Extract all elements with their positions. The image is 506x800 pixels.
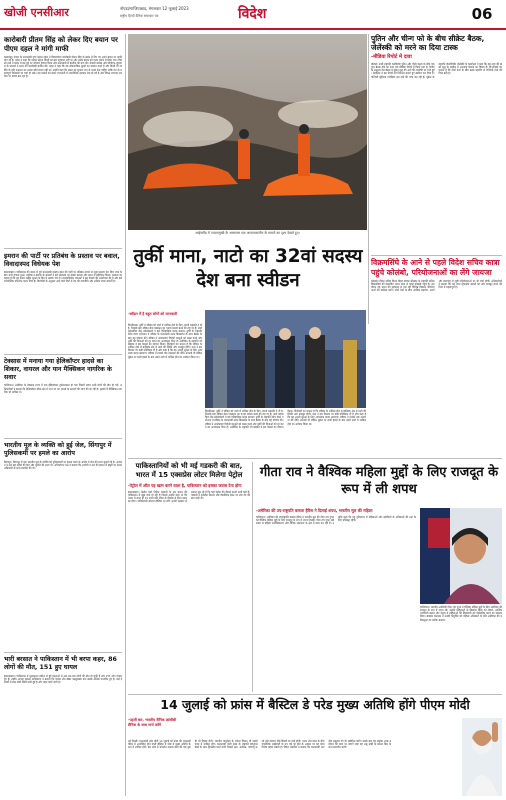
masthead-subline: राष्ट्रीय हिन्दी दैनिक समाचार पत्र xyxy=(120,14,159,18)
mid-story-2 xyxy=(256,508,416,692)
bottom-headline: 14 जुलाई को फ्रांस में बैस्टिल डे परेड मुख्य अतिथि होंगे पीएम मोदी xyxy=(160,697,470,712)
col1-headline-1: कारोबारी प्रीतम सिंह को लेकर दिए बयान पर पीएम दहल ने मांगी माफी xyxy=(4,36,118,53)
main-body-1: विलनियस। तुर्की ने स्वीडन को नाटो में शामिल होने के लिए अपनी सहमति दे दी है, जिसके बाद स्वीडन सैन्य गठबंधन का 32वां सदस्य बनने की राह पर है। नाटो महासचिव जेंस स्टोल्टेनबर्ग ने इसे ऐतिहासिक कदम बताया। तुर्की के राष्ट्रपति रेसेप तैयप एर्दोआन ने स्वीडन के प्रधानमंत्री उल्फ क्रिस्टर्सन के साथ बैठक के बाद यह घोषणा की। स्वीडन ने आतंकवाद विरोधी कानूनों को सख्त करने और तुर्की की चिंताओं को दूर करने का आश्वासन दिया है। अमेरिका के राष्ट्रपति जो बाइडन ने इस फैसले का स्वागत किया। विशेषज्ञों का मानना है कि स्वीडन के शामिल होने से बाल्टिक क्षेत्र में नाटो की स्थिति और मजबूत होगी। रूस ने इस विस्तार पर कड़ी प्रतिक्रिया दी है और कहा है कि वह अपनी सुरक्षा के लिए आवश्यक कदम उठाएगा। स्वीडन ने दशकों तक तटस्थता की नीति अपनाई थी लेकिन यूक्रेन पर रूसी हमले के बाद उसने नाटो में शामिल होने का आवेदन किया था। xyxy=(128,324,203,359)
col1-headline-4: भारतीय मूल के व्यक्ति को हुई जेल, सिंगापुर में पुलिसकर्मी पर हमले का आरोप xyxy=(4,442,112,457)
col1-body-4: सिंगापुर। सिंगापुर में एक भारतीय मूल के व्यक्ति को पुलिसकर्मी पर हमला करने के आरोप में जेल की सजा सुनाई गई है। अदालत ने उसे छह महीने की कैद और जुर्माने की सजा दी। अभियोजन पक्ष ने बताया कि आरोपी ने नशे की हालत में ड्यूटी पर तैनात अधिकारी के साथ मारपीट की थी। xyxy=(4,460,123,470)
col1-headline-2: इमरान की पार्टी पर प्रतिबंध के प्रस्ताव पर बवाल, विवादास्पद विधेयक पेश xyxy=(4,252,120,268)
col1-story-3 xyxy=(4,358,122,436)
col3-story-2 xyxy=(371,258,502,456)
section-title: विदेश xyxy=(238,6,267,22)
col1-body-1: काठमांडू। नेपाल के प्रधानमंत्री पुष्प कमल दहल ने विवादास्पद कारोबारी प्रीतम सिंह के संबंध में दिए गए अपने बयान पर माफी मांग ली है। दहल ने कहा कि उनका उद्देश्य किसी को ठेस पहुंचाना नहीं था और उनके बयान को गलत संदर्भ में लिया गया। विपक्षी दलों ने संसद में इस मुद्दे पर जोरदार हंगामा किया और प्रधानमंत्री से इस्तीफे की मांग की। नेपाली कांग्रेस और सीपीएन-यूएमएल के सांसदों ने सदन की कार्यवाही बाधित की। दहल ने कहा कि वह लोकतांत्रिक मूल्यों का सम्मान करते हैं और किसी भी व्यक्ति के प्रति पक्षपात का उनका कोई इरादा नहीं था। उन्होंने कहा कि संसद को सुचारू रूप से चलने देना चाहिए ताकि देश के महत्वपूर्ण विधेयकों पर चर्चा हो सके। इस मामले को लेकर राजधानी में राजनीतिक हलचल तेज हो गई है और विपक्ष लगातार सरकार पर दबाव बना रहा है। xyxy=(4,56,123,78)
masthead-logo: खोजी एनसीआर xyxy=(4,6,69,19)
modi-portrait xyxy=(462,718,502,796)
bottom-body: नई दिल्ली। प्रधानमंत्री नरेंद्र मोदी 14 जुलाई को फ्रांस की राजधानी पेरिस में आयोजित होने वाली बैस्टिल डे परेड में मुख्य अतिथि के रूप में शामिल होंगे। इस परेड में भारतीय सशस्त्र बलों की एक टुकड़ी भी हिस्सा लेगी। भारतीय वायुसेना के राफेल विमान भी फ्लाईपास्ट में शामिल होंगे। प्रधानमंत्री मोदी फ्रांस के राष्ट्रपति इमैनुएल मैक्रों के साथ द्विपक्षीय वार्ता करेंगे जिसमें रक्षा, अंतरिक्ष, परमाणु ऊर्जा और व्यापार जैसे विषयों पर चर्चा होगी। भारत और फ्रांस के बीच रणनीतिक साझेदारी के 25 वर्ष पूरे होने के अवसर पर यह यात्रा विशेष महत्व रखती है। विदेश मंत्रालय ने बताया कि प्रधानमंत्री भारतीय समुदाय को भी संबोधित करेंगे। इसके बाद वह संयुक्त अरब अमीरात की यात्रा पर जाएंगे जहां वह अबू धाबी के क्राउन प्रिंस के साथ बातचीत करेंगे। xyxy=(128,740,393,750)
col1-body-2: इस्लामाबाद। पाकिस्तान की संसद में पूर्व प्रधानमंत्री इमरान खान की पार्टी पर प्रतिबंध लगाने से जुड़ा प्रस्ताव पेश किए जाने के बाद भारी हंगामा हुआ। तहरीक-ए-इंसाफ के सांसदों ने इसे लोकतंत्र पर हमला बताया और सदन से बहिर्गमन किया। सरकार का कहना है कि यह कदम राष्ट्रीय सुरक्षा के हित में उठाया गया है। मानवाधिकार संगठनों ने इस फैसले की आलोचना की है और इसे राजनीतिक प्रतिशोध करार दिया है। विशेषज्ञों के अनुसार आने वाले दिनों में देश की राजनीति और अधिक गरमा सकती है। xyxy=(4,271,123,284)
mid-kicker-1: -पेट्रोल में ऑल यह खत्म करने वाला है, पाकिस्तान को इसका जवाब देना होगा xyxy=(128,482,242,488)
mid-body-2: वाशिंगटन। अमेरिका की उपराष्ट्रपति कमला हैरिस ने भारतीय मूल की गीता राव गुप्ता को वैश्विक महिला मुद्दों के लिए राजदूत के रूप में शपथ दिलाई। गीता राव गुप्ता लंबे समय से महिला सशक्तिकरण और लैंगिक समानता के क्षेत्र में काम कर रही हैं। उन्होंने कहा कि वह दुनियाभर में महिलाओं और लड़कियों के अधिकारों की रक्षा के लिए प्रतिबद्ध रहेंगी। xyxy=(256,516,417,526)
photo-caption: आईसलैंड में ज्वालामुखी के आसपास एक आपातकालीन के मामले का दृश्य देखते हुए। xyxy=(195,231,300,235)
nato-leaders-photo xyxy=(205,310,366,408)
volcano-photo xyxy=(128,34,367,230)
gita-body: वाशिंगटन। भारतीय-अमेरिकी गीता राव गुप्ता ने वैश्विक महिला मुद्दों के लिए अमेरिका की राजदूत के रूप में शपथ ली। उन्होंने महिलाओं के खिलाफ हिंसा को रोकने, आर्थिक भागीदारी बढ़ाने और नेतृत्व में महिलाओं की हिस्सेदारी को प्रोत्साहित करने का संकल्प लिया। बाइडन प्रशासन ने उनकी नियुक्ति को महिला अधिकारों के प्रति अमेरिका की प्रतिबद्धता का प्रतीक बताया। xyxy=(420,606,503,622)
gita-headline: गीता राव ने वैश्विक महिला मुद्दों के लिए राजदूत के रूप में ली शपथ xyxy=(259,465,499,497)
mid-story-1 xyxy=(128,462,250,692)
col1-headline-3: टेक्सास में मनाया गया हेलिकॉप्टर हादसे का शिकार, वायरल और यान मैक्सिकन नागरिक के सवार xyxy=(4,358,112,381)
col1-story-2 xyxy=(4,252,122,352)
masthead-date: नोएडा/गाजियाबाद, मंगलवार 12 जुलाई 2023 xyxy=(120,6,189,11)
col1-story-1 xyxy=(4,36,122,246)
col1-body-3: वाशिंगटन। अमेरिका के टेक्सास राज्य में एक हेलिकॉप्टर दुर्घटनाग्रस्त हो गया जिसमें सवार सभी लोगों की मौत हो गई। अधिकारियों ने बताया कि हेलिकॉप्टर सीमा क्षेत्र में गश्त पर था। हादसे के कारणों की जांच की जा रही है। मृतकों में मैक्सिकन नागरिक भी शामिल थे। xyxy=(4,384,122,394)
mid-headline-2: -अमेरिका की उप-राष्ट्रपति कमला हैरिस ने दिलाई शपथ, भारतीय मूल की महिला xyxy=(256,508,373,513)
gita-rao-portrait xyxy=(420,508,502,604)
col1-story-5 xyxy=(4,656,122,796)
main-headline: तुर्की माना, नाटो का 32वां सदस्य देश बना स्वीडन xyxy=(133,246,363,291)
main-body-2: विलनियस। तुर्की ने स्वीडन को नाटो में शामिल होने के लिए अपनी सहमति दे दी है, जिसके बाद स्वीडन सैन्य गठबंधन का 32वां सदस्य बनने की राह पर है। नाटो महासचिव जेंस स्टोल्टेनबर्ग ने इसे ऐतिहासिक कदम बताया। तुर्की के राष्ट्रपति रेसेप तैयप एर्दोआन ने स्वीडन के प्रधानमंत्री उल्फ क्रिस्टर्सन के साथ बैठक के बाद यह घोषणा की। स्वीडन ने आतंकवाद विरोधी कानूनों को सख्त करने और तुर्की की चिंताओं को दूर करने का आश्वासन दिया है। अमेरिका के राष्ट्रपति जो बाइडन ने इस फैसले का स्वागत किया। विशेषज्ञों का मानना है कि स्वीडन के शामिल होने से बाल्टिक क्षेत्र में नाटो की स्थिति और मजबूत होगी। रूस ने इस विस्तार पर कड़ी प्रतिक्रिया दी है और कहा है कि वह अपनी सुरक्षा के लिए आवश्यक कदम उठाएगा। स्वीडन ने दशकों तक तटस्थता की नीति अपनाई थी लेकिन यूक्रेन पर रूसी हमले के बाद उसने नाटो में शामिल होने का आवेदन किया था। xyxy=(205,410,367,429)
col1-story-4 xyxy=(4,442,122,650)
bottom-kicker: -पहली बार, भारतीय सैनिक फ्रांसीसी सैनिक के साथ मार्च करेंगे xyxy=(128,718,177,727)
col3-body-1: मॉस्को। रूसी राष्ट्रपति व्लादिमीर पुतिन और चीनी नेतृत्व के बीच एक गुप्त बैठक होने का दावा एक मीडिया रिपोर्ट में किया गया है। रिपोर्ट के अनुसार इस बैठक में यूक्रेन युद्ध की आगे की रणनीति पर चर्चा हुई। क्रेमलिन ने इस रिपोर्ट को निराधार बताते हुए खारिज कर दिया है। पश्चिमी खुफिया एजेंसियां इस दावे की जांच कर रही हैं। यूक्रेन के राष्ट्रपति वोलोदिमीर जेलेंस्की के कार्यालय ने कहा कि इस तरह की खबरें युद्ध के माहौल में अफवाह फैलाने का हिस्सा हैं। विश्लेषकों का मानना है कि दोनों देशों के बीच बढ़ते सहयोग से पश्चिमी देशों की चिंता बढ़ी है। xyxy=(371,63,503,79)
col3-headline-1: पुतिन और चीन्ग फो के बीच सीक्रेट बैठक, जेलेंस्की को मरने का दिया टास्क xyxy=(371,34,485,52)
mid-headline-1: पाकिस्तानियों को भी मई गडकरी की बात, भारत में 15 एक्सप्रेस लोटर मिलेगा पेट्रोल xyxy=(135,462,243,479)
masthead xyxy=(0,0,506,30)
col3-kicker-1: -मीडिया रिपोर्ट में दावा xyxy=(371,54,412,60)
page-number: 06 xyxy=(471,5,493,23)
col3-headline-2: विक्रमसिंघे के आने से पहले विदेश सचिव कात्रा पहुंचे कोलंबो, परियोजनाओं का लेंगे जायजा xyxy=(371,258,500,277)
col3-story-1 xyxy=(371,34,502,254)
mid-body-1: इस्लामाबाद। केंद्रीय मंत्री नितिन गडकरी के उस बयान की पाकिस्तान में खूब चर्चा हो रही है जिसमें उन्होंने कहा था कि भारत में जल्द ही 15 रुपये प्रति लीटर के हिसाब से ईंधन उपलब्ध होगा। पाकिस्तानी सोशल मीडिया पर लोग अपनी सरकार से सवाल पूछ रहे हैं कि वहां पेट्रोल की कीमतें इतनी ऊंची क्यों हैं। गडकरी ने इथेनॉल मिश्रण और वैकल्पिक ईंधन पर जोर देने की बात कही थी। xyxy=(128,490,251,504)
col1-headline-5: भारी बरसात ने पाकिस्तान में भी बरपा कहर, 86 लोगों की मौत, 151 हुए घायल xyxy=(4,656,117,671)
col3-body-2: कोलंबो। विदेश सचिव विनय मोहन क्वात्रा श्रीलंका के राष्ट्रपति रानिल विक्रमसिंघे की प्रस्तावित भारत यात्रा से पहले कोलंबो पहुंचे हैं। इस दौरान वह भारत की सहायता से चल रही विभिन्न विकास परियोजनाओं की समीक्षा करेंगे। दोनों देशों के बीच आर्थिक सहयोग, ऊर्जा और बंदरगाह से जुड़ी परियोजनाओं पर भी चर्चा होगी। अधिकारियों ने बताया कि यह यात्रा द्विपक्षीय संबंधों को और मजबूत करने की दिशा में महत्वपूर्ण है। xyxy=(371,280,503,293)
main-kicker: -स्वीडन में है बहुत लोगों को जानकारी xyxy=(128,312,178,316)
col1-body-5: इस्लामाबाद। पाकिस्तान में मूसलाधार बारिश से हुई घटनाओं में अब तक 86 लोगों की मौत हो चुकी है और 151 लोग घायल हुए हैं। राष्ट्रीय आपदा प्रबंधन प्राधिकरण ने बताया कि पंजाब और खैबर पख्तूनख्वा प्रांत सबसे अधिक प्रभावित हुए हैं। कई इलाकों में बाढ़ जैसी स्थिति बनी हुई है और राहत कार्य जारी है। xyxy=(4,674,123,684)
